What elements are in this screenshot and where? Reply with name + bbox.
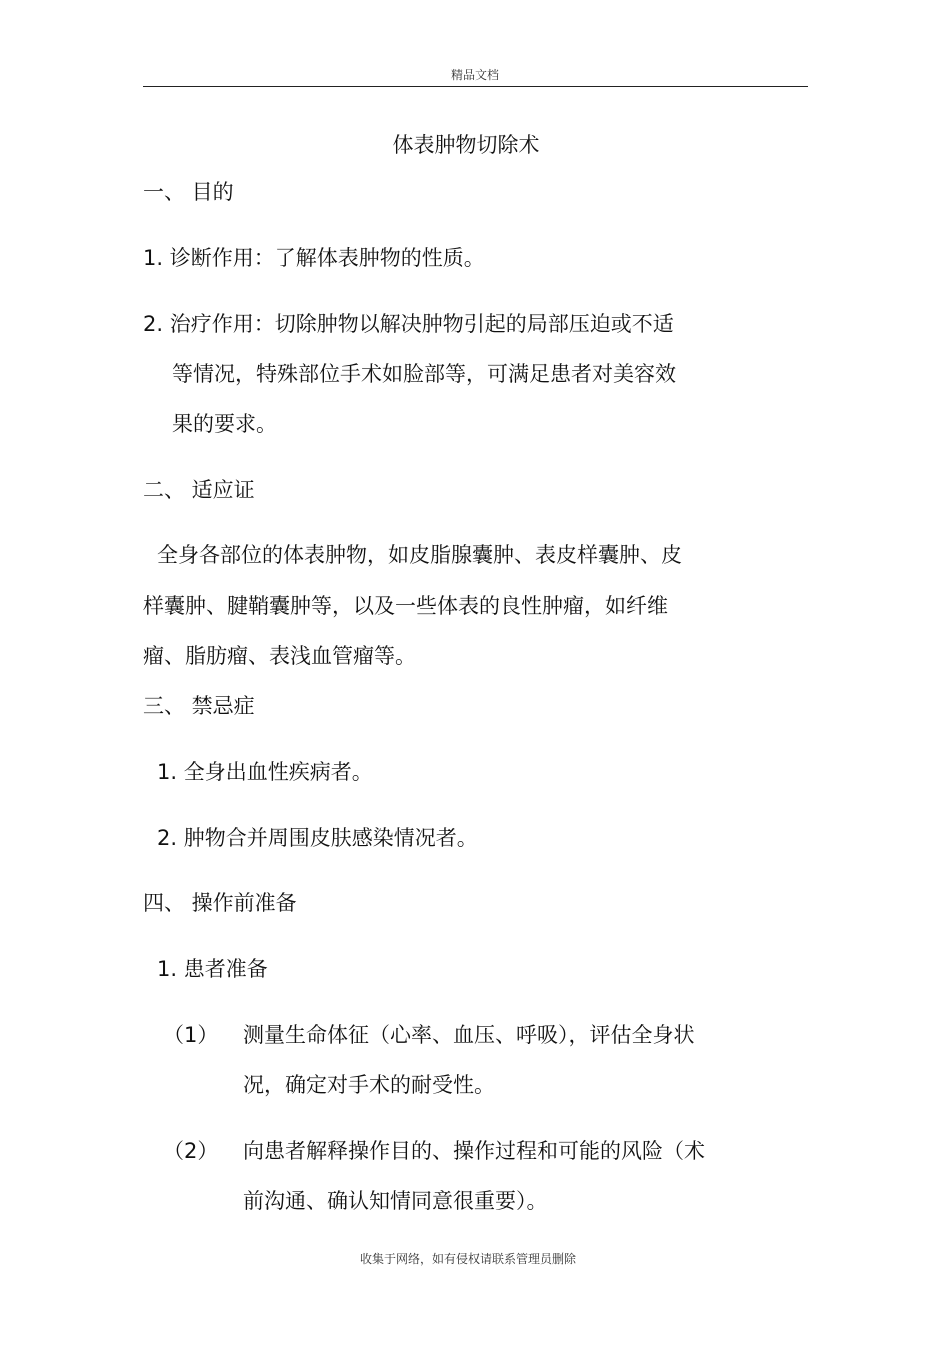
list-item: 1. 全身出血性疾病者。 [157, 760, 373, 784]
list-item: 测量生命体征（心率、血压、呼吸），评估全身状 [243, 1023, 695, 1047]
paragraph-line: 样囊肿、腱鞘囊肿等，以及一些体表的良性肿瘤，如纤维 [143, 594, 668, 618]
list-item-continuation: 等情况，特殊部位手术如脸部等，可满足患者对美容效 [172, 362, 676, 386]
page-header: 精品文档 [450, 68, 499, 82]
list-item: 2. 肿物合并周围皮肤感染情况者。 [157, 826, 478, 850]
list-item-continuation: 果的要求。 [172, 412, 277, 436]
item-number: （2） [163, 1139, 219, 1163]
document-title: 体表肿物切除术 [392, 133, 540, 157]
page-footer: 收集于网络，如有侵权请联系管理员删除 [359, 1252, 576, 1266]
list-item: 2. 治疗作用：切除肿物以解决肿物引起的局部压迫或不适 [143, 312, 674, 336]
section-heading-contraindications: 三、 禁忌症 [143, 694, 255, 718]
item-number: （1） [163, 1023, 219, 1047]
list-item: 1. 诊断作用：了解体表肿物的性质。 [143, 246, 485, 270]
section-heading-preparation: 四、 操作前准备 [143, 891, 297, 915]
header-rule [143, 86, 808, 87]
list-item-continuation: 况，确定对手术的耐受性。 [243, 1073, 495, 1097]
section-heading-indications: 二、 适应证 [143, 478, 255, 502]
paragraph-line: 全身各部位的体表肿物，如皮脂腺囊肿、表皮样囊肿、皮 [157, 543, 682, 567]
list-item-continuation: 前沟通、确认知情同意很重要）。 [243, 1189, 548, 1213]
list-item: 向患者解释操作目的、操作过程和可能的风险（术 [243, 1139, 705, 1163]
section-heading-purpose: 一、 目的 [143, 180, 234, 204]
paragraph-line: 瘤、脂肪瘤、表浅血管瘤等。 [143, 644, 416, 668]
sub-heading-patient-prep: 1. 患者准备 [157, 957, 268, 981]
